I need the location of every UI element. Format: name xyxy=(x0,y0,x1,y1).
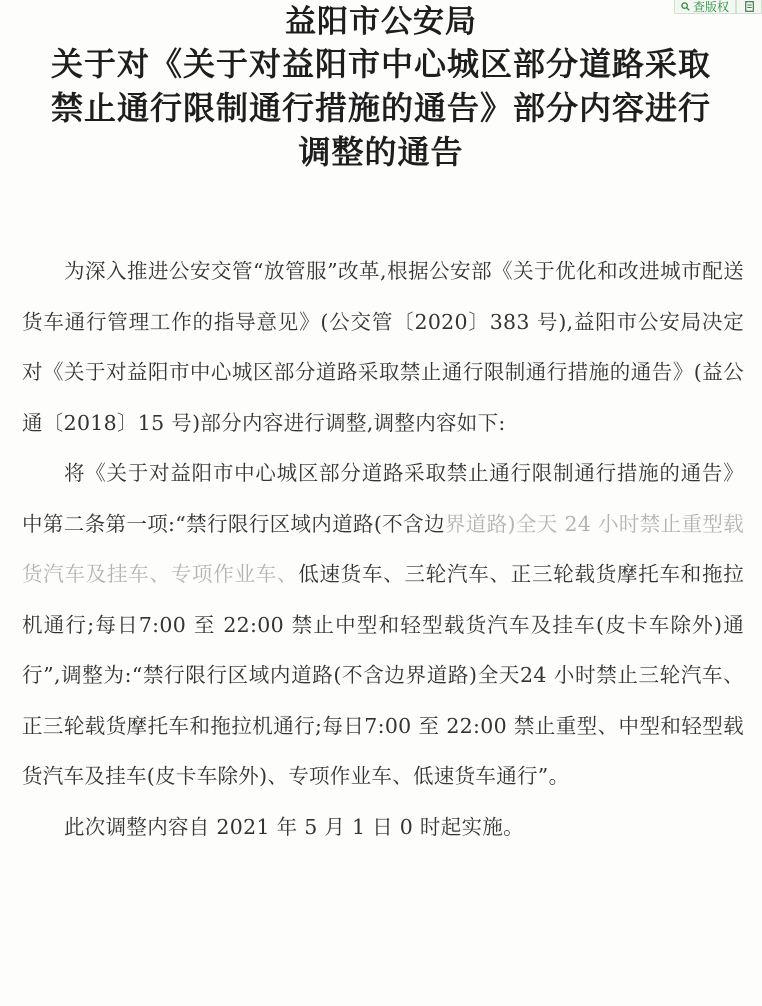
paragraph-1 xyxy=(22,246,744,448)
p1-line-3: 383 号),益阳市公安局决定对《关于对益阳市中心城区部分道 xyxy=(22,309,744,384)
p2-line-1: 将《关于对益阳市中心城区部分道路采取禁止通行限制通行 xyxy=(64,461,617,485)
p2-line-5: 7:00 至 22:00 禁止中型和轻型载货汽车及挂车(皮卡车除外) xyxy=(138,612,723,637)
p1-line-2: 和改进城市配送货车通行管理工作的指导意见》(公交管〔2020〕 xyxy=(22,259,744,334)
p2-line-2: 措施的通告》中第二条第一项:“禁行限行区域内道路(不含边 xyxy=(22,461,744,536)
p1-line-4: 路采取禁止通行限制通行措施的通告》(益公通〔2018〕15 号) xyxy=(22,360,745,435)
p2-line-6: 通行”,调整为:“禁行限行区域内道路(不含边界道路)全天 xyxy=(22,612,744,687)
title-line-2: 关于对《关于对益阳市中心城区部分道路采取 xyxy=(50,45,711,83)
p1-line-1: 为深入推进公安交管“放管服”改革,根据公安部《关于优化 xyxy=(64,259,598,283)
p2-line-9: 车除外)、专项作业车、低速货车通行”。 xyxy=(196,764,570,788)
title-line-3: 禁止通行限制通行措施的通告》部分内容进行 xyxy=(50,89,711,127)
p2-line-8: 7:00 至 22:00 禁止重型、中型和轻型载货汽车及挂车(皮卡 xyxy=(22,713,744,788)
p2-line-4: 低速货车、三轮汽车、正三轮载货摩托车和拖拉机通行;每日 xyxy=(22,562,744,637)
check-copyright-label: 查版权 xyxy=(692,0,729,14)
p2-line-7: 24 小时禁止三轮汽车、正三轮载货摩托车和拖拉机通行;每日 xyxy=(22,663,744,738)
paragraph-2 xyxy=(22,448,744,802)
notice-body xyxy=(22,246,744,852)
p1-line-5: 部分内容进行调整,调整内容如下: xyxy=(200,410,506,435)
notice-title xyxy=(0,2,762,174)
title-line-4: 调整的通告 xyxy=(298,133,464,171)
paragraph-3: 此次调整内容自 2021 年 5 月 1 日 0 时起实施。 xyxy=(64,814,524,839)
title-issuer: 益阳市公安局 xyxy=(285,4,477,40)
p2-line-3: 界道路)全天 24 小时禁止重型载货汽车及挂车、专项作业车、 xyxy=(22,511,745,586)
